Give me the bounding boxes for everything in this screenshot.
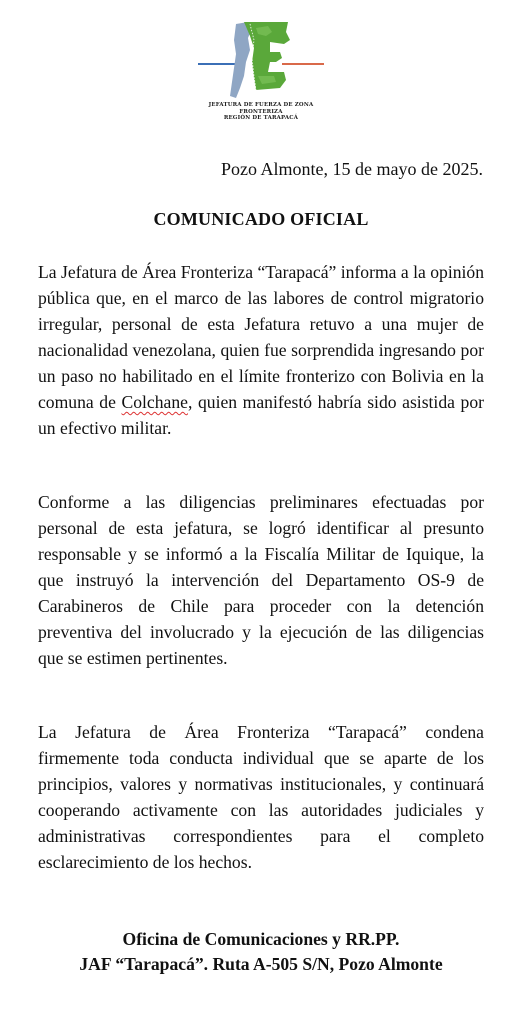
institution-logo [196, 18, 326, 128]
document-title: COMUNICADO OFICIAL [153, 209, 369, 229]
footer-address: JAF “Tarapacá”. Ruta A-505 S/N, Pozo Almonte [79, 954, 443, 974]
logo-caption [196, 102, 326, 122]
paragraph-2: Conforme a las diligencias preliminares efectuadas por personal de esta jefatura, se logró identificar al presunto responsable y se informó a la Fiscalía Militar de Iquique, la que instruyó la intervención del Departamento OS-9 de Carabineros de Chile para proceder con la detención preventiva del involucrado y la ejecución de las diligencias que se estimen pertinentes. [38, 492, 484, 668]
paragraph-3: La Jefatura de Área Fronteriza “Tarapacá” condena firmemente toda conducta individual que se aparte de los principios, valores y normativas institucionales, y continuará cooperando activamente con las autoridades judiciales y administrativas correspondientes para el completo esclarecimiento de los hechos. [38, 722, 484, 872]
paragraph-1-text-a: La Jefatura de Área Fronteriza “Tarapacá” informa a la opinión pública que, en el marco de las labores de control migratorio irregular, personal de esta Jefatura retuvo a una mujer de nacionalidad venezolana, quien fue sorprendida ingresando por un paso no habilitado en el límite fronterizo con Bolivia en la comuna de [38, 262, 484, 412]
map-emblem-icon [196, 18, 326, 102]
paragraph-1 [38, 259, 484, 441]
misspelling-marked-word: Colchane [121, 392, 188, 412]
logo-caption-line1: JEFATURA DE FUERZA DE ZONA [208, 102, 314, 108]
footer-office: Oficina de Comunicaciones y RR.PP. [122, 929, 400, 949]
dateline: Pozo Almonte, 15 de mayo de 2025. [221, 159, 483, 179]
logo-caption-line3: REGIÓN DE TARAPACÁ [223, 115, 299, 121]
logo-caption-line2: FRONTERIZA [239, 108, 283, 115]
paragraph-1-text-c: , quien manifestó habría sido asistida por un efectivo militar. [38, 392, 484, 438]
